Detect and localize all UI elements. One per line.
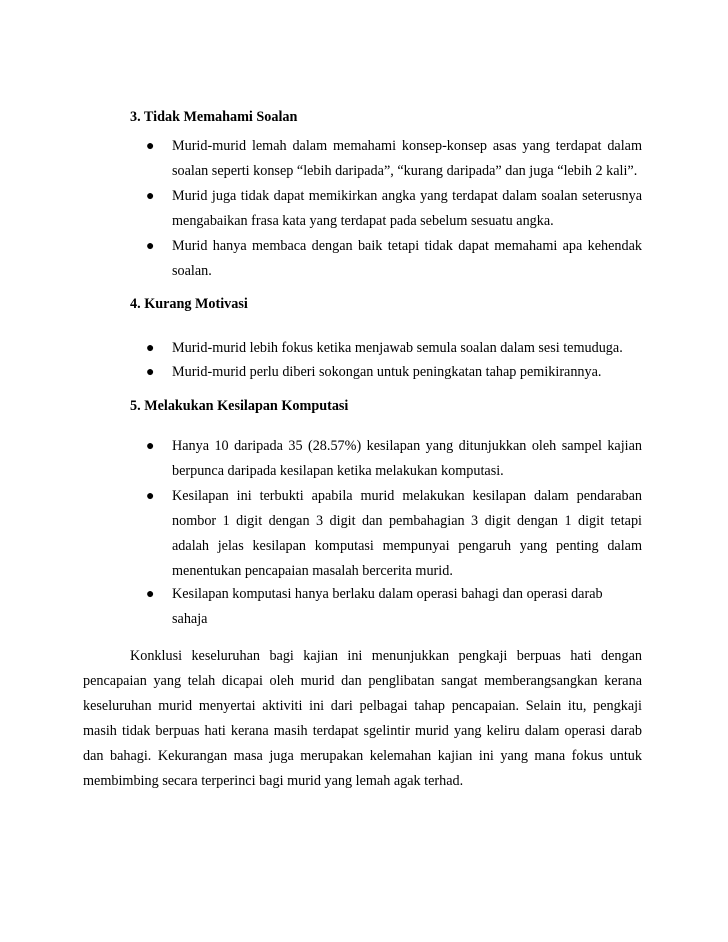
list-item-line: adalah jelas kesilapan komputasi mempunyai pengaruh yang penting dalam — [172, 538, 642, 554]
list-item-line: soalan seperti konsep “lebih daripada”, “kurang daripada” dan juga “lebih 2 kali”. — [172, 163, 638, 179]
paragraph-line: membimbing secara terperinci bagi murid yang lemah agak terhad. — [83, 773, 464, 789]
conclusion-paragraph — [83, 644, 642, 794]
list-item — [172, 360, 642, 385]
list-item-line: Hanya 10 daripada 35 (28.57%) kesilapan yang ditunjukkan oleh sampel kajian — [172, 438, 642, 454]
list-item-line: mengabaikan frasa kata yang terdapat pada sebelum sesuatu angka. — [172, 213, 554, 229]
list-item — [172, 134, 642, 184]
list-item-line: Kesilapan ini terbukti apabila murid melakukan kesilapan dalam pendaraban — [172, 488, 642, 504]
section-5-heading: 5. Melakukan Kesilapan Komputasi — [130, 398, 349, 414]
paragraph-line: pencapaian yang telah dicapai oleh murid dan penglibatan sangat memberangsangkan kerana — [83, 673, 642, 689]
list-item-line: berpunca daripada kesilapan ketika melakukan komputasi. — [172, 463, 504, 479]
list-item-line: Murid hanya membaca dengan baik tetapi tidak dapat memahami apa kehendak — [172, 238, 642, 254]
bullet-icon: ● — [146, 439, 155, 454]
list-item-line: Murid-murid lemah dalam memahami konsep-konsep asas yang terdapat dalam — [172, 138, 642, 154]
bullet-icon: ● — [146, 341, 155, 356]
list-item — [172, 434, 642, 484]
bullet-icon: ● — [146, 587, 155, 602]
list-item-line: Kesilapan komputasi hanya berlaku dalam operasi bahagi dan operasi darab — [172, 586, 603, 602]
paragraph-line: keseluruhan murid menyertai aktiviti ini dari pelbagai tahap pencapaian. Selain itu, pengkaji — [83, 698, 642, 714]
list-item-line: sahaja — [172, 611, 208, 627]
list-item-line: menentukan pencapaian masalah bercerita murid. — [172, 563, 453, 579]
list-item-line: Murid-murid lebih fokus ketika menjawab semula soalan dalam sesi temuduga. — [172, 340, 623, 356]
list-item-line: soalan. — [172, 263, 212, 279]
section-4-heading: 4. Kurang Motivasi — [130, 296, 248, 312]
paragraph-line: masih tidak berpuas hati kerana masih terdapat sgelintir murid yang keliru dalam operasi darab — [83, 723, 642, 739]
section-3-heading: 3. Tidak Memahami Soalan — [130, 109, 298, 125]
list-item — [172, 484, 642, 584]
list-item-line: nombor 1 digit dengan 3 digit dan pembahagian 3 digit dengan 1 digit tetapi — [172, 513, 642, 529]
list-item-line: Murid juga tidak dapat memikirkan angka yang terdapat dalam soalan seterusnya — [172, 188, 642, 204]
bullet-icon: ● — [146, 239, 155, 254]
paragraph-line: dan bahagi. Kekurangan masa juga merupakan kelemahan kajian ini yang mana fokus untuk — [83, 748, 642, 764]
bullet-icon: ● — [146, 189, 155, 204]
paragraph-line: Konklusi keseluruhan bagi kajian ini menunjukkan pengkaji berpuas hati dengan — [130, 648, 642, 664]
bullet-icon: ● — [146, 365, 155, 380]
list-item — [172, 582, 642, 632]
list-item — [172, 336, 642, 361]
list-item — [172, 184, 642, 234]
bullet-icon: ● — [146, 489, 155, 504]
list-item — [172, 234, 642, 284]
bullet-icon: ● — [146, 139, 155, 154]
list-item-line: Murid-murid perlu diberi sokongan untuk peningkatan tahap pemikirannya. — [172, 364, 602, 380]
